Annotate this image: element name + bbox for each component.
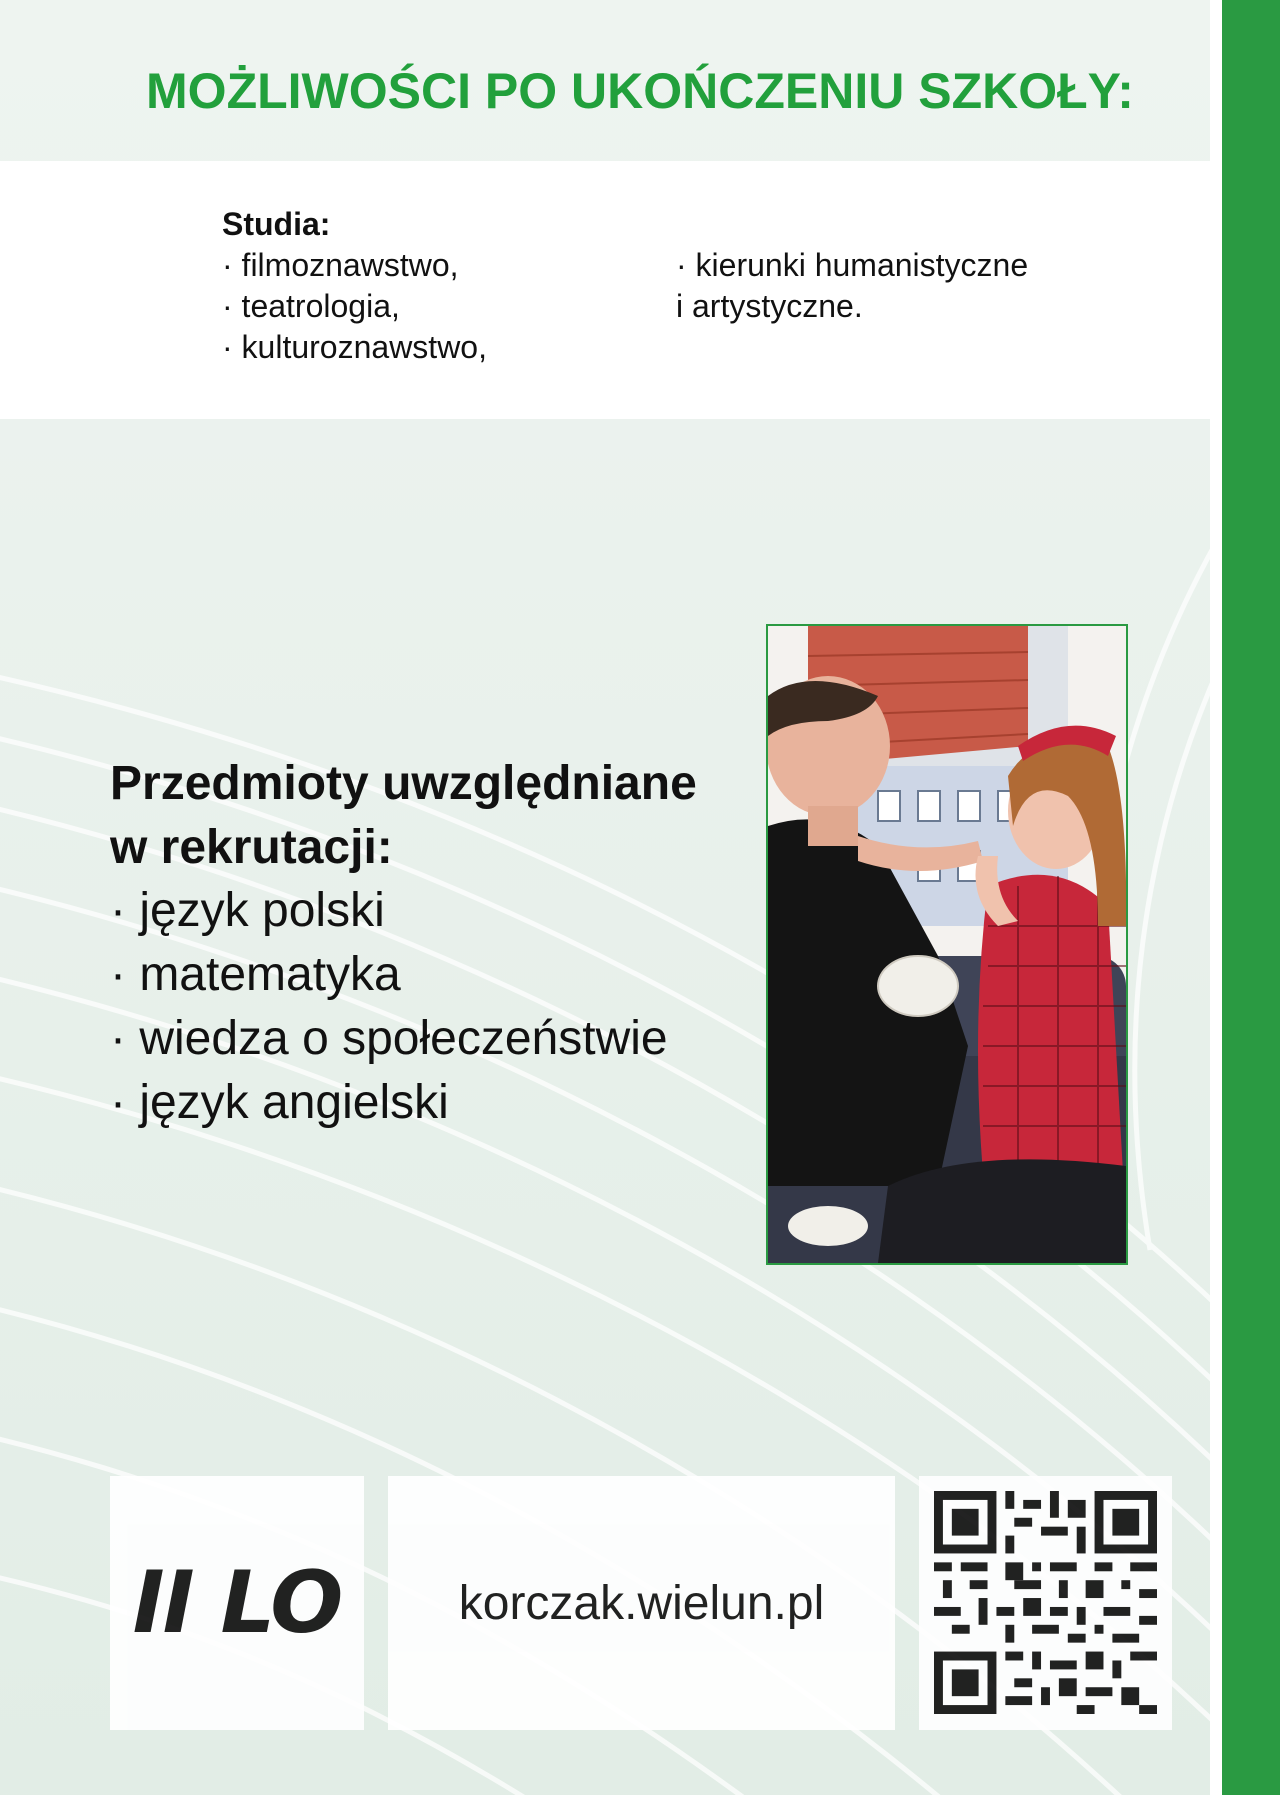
students-photo	[766, 624, 1128, 1265]
qr-code-icon[interactable]	[934, 1491, 1157, 1714]
subjects-heading	[110, 752, 697, 880]
subject-item: · język angielski	[110, 1076, 449, 1129]
logo-panel	[110, 1476, 364, 1730]
studia-panel	[0, 161, 1222, 419]
website-link[interactable]: korczak.wielun.pl	[458, 1576, 825, 1630]
studia-item-line: · kierunki humanistyczne	[676, 247, 1029, 283]
subjects-list	[110, 879, 668, 1135]
studia-item: · kulturoznawstwo,	[222, 329, 487, 365]
studia-heading: Studia:	[222, 206, 331, 242]
studia-list	[222, 245, 487, 368]
subjects-heading-line: w rekrutacji:	[110, 821, 393, 874]
qr-panel	[919, 1476, 1172, 1730]
studia-item-humanities	[676, 245, 1028, 327]
subject-item: · matematyka	[110, 948, 401, 1001]
page-title: MOŻLIWOŚCI PO UKOŃCZENIU SZKOŁY:	[146, 63, 1134, 119]
studia-item-line: i artystyczne.	[676, 288, 863, 324]
subject-item: · wiedza o społeczeństwie	[110, 1012, 668, 1065]
studia-item: · teatrologia,	[222, 288, 400, 324]
subjects-heading-line: Przedmioty uwzględniane	[110, 757, 697, 810]
school-logo: II LO	[132, 1553, 342, 1653]
right-green-stripe	[1222, 0, 1280, 1795]
subject-item: · język polski	[110, 884, 385, 937]
url-panel	[388, 1476, 895, 1730]
studia-item: · filmoznawstwo,	[222, 247, 459, 283]
students-illustration	[768, 626, 1126, 1263]
